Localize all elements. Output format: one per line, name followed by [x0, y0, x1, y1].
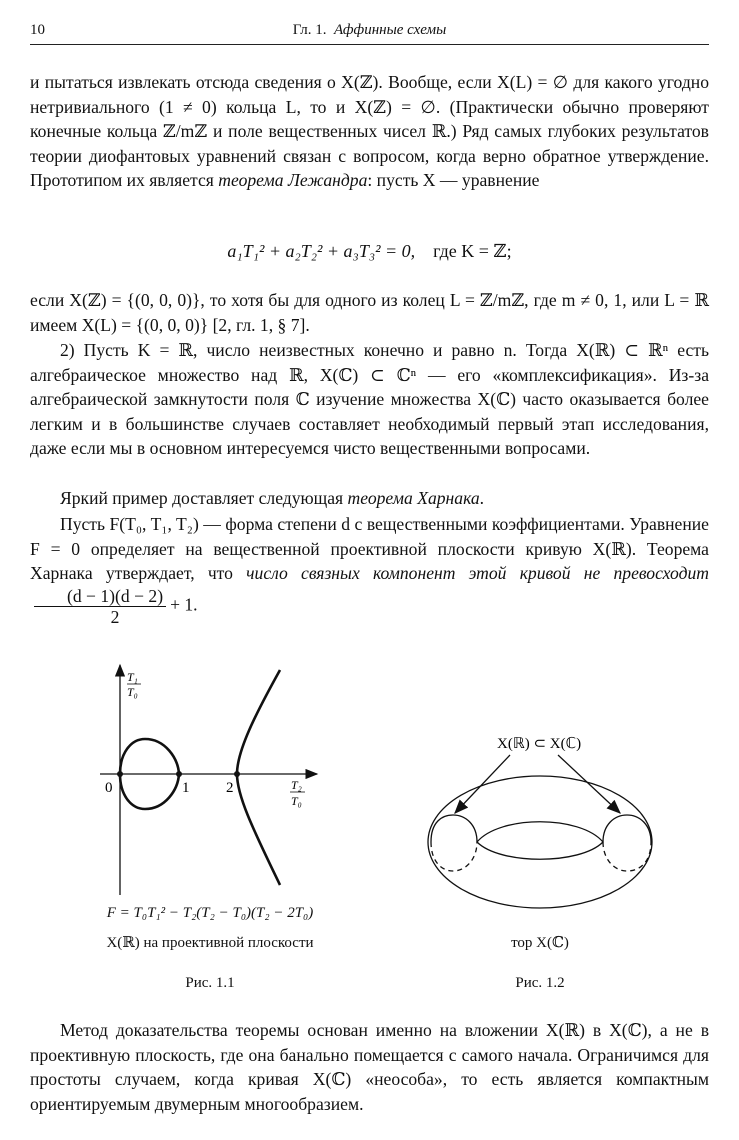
paragraph-4: Яркий пример доставляет следующая теорема Харнака.: [60, 488, 485, 508]
tick-label-2: 2: [226, 780, 234, 796]
para1-tail: : пусть X — уравнение: [367, 170, 540, 191]
page-number: 10: [30, 22, 45, 38]
equation-main: a₁T₁² + a₂T₂² + a₃T₃² = 0,: [227, 241, 416, 261]
paragraph-1: [30, 70, 709, 193]
meridian-left-front: [431, 815, 477, 842]
paragraph-2: [30, 288, 709, 337]
point-1: [176, 771, 182, 777]
x-axis-label-num: T₂: [291, 778, 302, 792]
y-axis-label-num: T₁: [127, 670, 138, 684]
x-axis-label-den: T₀: [291, 794, 302, 808]
meridian-left-back: [431, 842, 477, 871]
para1-text: и пытаться извлекать отсюда сведения о X(ℤ). Вообще, если X(L) = ∅ для какого угодно нетривиального (1 ≠ 0) кольца L, то и X(ℤ) = ∅. (Практически обычно проверяют конечные кольца ℤ/mℤ и поле вещественных чисел ℝ.) Ряд самых глубоких результатов теории диофантовых уравнений связан с вопросом, когда верно обратное утверждение. Прототипом их является: [30, 72, 709, 191]
components-fraction: [34, 586, 166, 627]
para1-emphasis: теорема Лежандра: [218, 170, 368, 191]
equation-where: где K = ℤ;: [433, 241, 512, 261]
figure-1-1: [85, 655, 345, 900]
para2-text: если X(ℤ) = {(0, 0, 0)}, то хотя бы для одного из колец L = ℤ/mℤ, где m ≠ 0, 1, или L = ℝ имеем X(L) = {(0, 0, 0)} [2, гл. 1, § 7].: [30, 290, 709, 335]
running-header: [30, 22, 709, 45]
torus-hole: [477, 822, 603, 860]
meridian-right-front: [603, 815, 651, 842]
unbounded-branch: [237, 670, 280, 885]
fig1-caption: X(ℝ) на проективной плоскости: [106, 935, 314, 951]
arrow-right: [558, 755, 620, 813]
para4-emphasis: теорема Харнака: [347, 488, 480, 508]
para3-text: 2) Пусть K = ℝ, число неизвестных конечно и равно n. Тогда X(ℝ) ⊂ ℝⁿ есть алгебраическое множество над ℝ, X(ℂ) ⊂ ℂⁿ — его «комплексификация». Из-за алгебраической замкнутости поля ℂ изучение множества X(ℂ) часто оказывается более легким и в большинстве случаев составляет необходимый первый этап исследования, даже если мы в основном интересуемся чисто вещественными вопросами.: [30, 340, 709, 459]
point-2: [234, 771, 240, 777]
chapter-number: Гл. 1.: [292, 22, 327, 38]
tick-label-1: 1: [182, 780, 190, 796]
legendre-equation: [30, 241, 709, 262]
paragraph-6: [30, 1018, 709, 1116]
tick-label-0: 0: [105, 780, 113, 796]
torus-annotation: X(ℝ) ⊂ X(ℂ): [497, 736, 582, 752]
para5-text: Пусть F(T₀, T₁, T₂) — форма степени d с вещественными коэффициентами. Уравнение F = 0 определяет на вещественной проективной плоскости кривую X(ℝ). Теорема Харнака утверждает, что: [30, 514, 709, 584]
torus-outer: [428, 776, 652, 908]
para6-text: Метод доказательства теоремы основан именно на вложении X(ℝ) в X(ℂ), а не в проективную плоскость, где она банально помещается с самого начала. Ограничимся для простоты случаем, когда кривая X(ℂ) «неособа», то есть является компактным ориентируемым двумерным многообразием.: [30, 1020, 709, 1114]
point-0: [117, 771, 123, 777]
arrow-left: [455, 755, 510, 813]
fig1-label: Рис. 1.1: [185, 975, 235, 991]
paragraph-5: [30, 512, 709, 627]
running-title: [30, 22, 709, 39]
para5-tail: + 1.: [170, 594, 198, 615]
fraction-numerator: (d − 1)(d − 2): [34, 586, 166, 607]
figure-1-2: [420, 725, 665, 910]
fraction-denominator: 2: [110, 606, 120, 627]
fig2-label: Рис. 1.2: [515, 975, 565, 991]
fig1-formula: F = T₀T₁² − T₂(T₂ − T₀)(T₂ − 2T₀): [106, 905, 314, 921]
fig2-caption: тор X(ℂ): [511, 935, 569, 951]
para5-emphasis: число связных компонент этой кривой не превосходит: [246, 563, 709, 584]
para4-text: Яркий пример доставляет следующая: [60, 488, 344, 508]
chapter-title: Аффинные схемы: [333, 22, 447, 38]
y-axis-label-den: T₀: [127, 685, 138, 699]
paragraph-3: [30, 338, 709, 461]
